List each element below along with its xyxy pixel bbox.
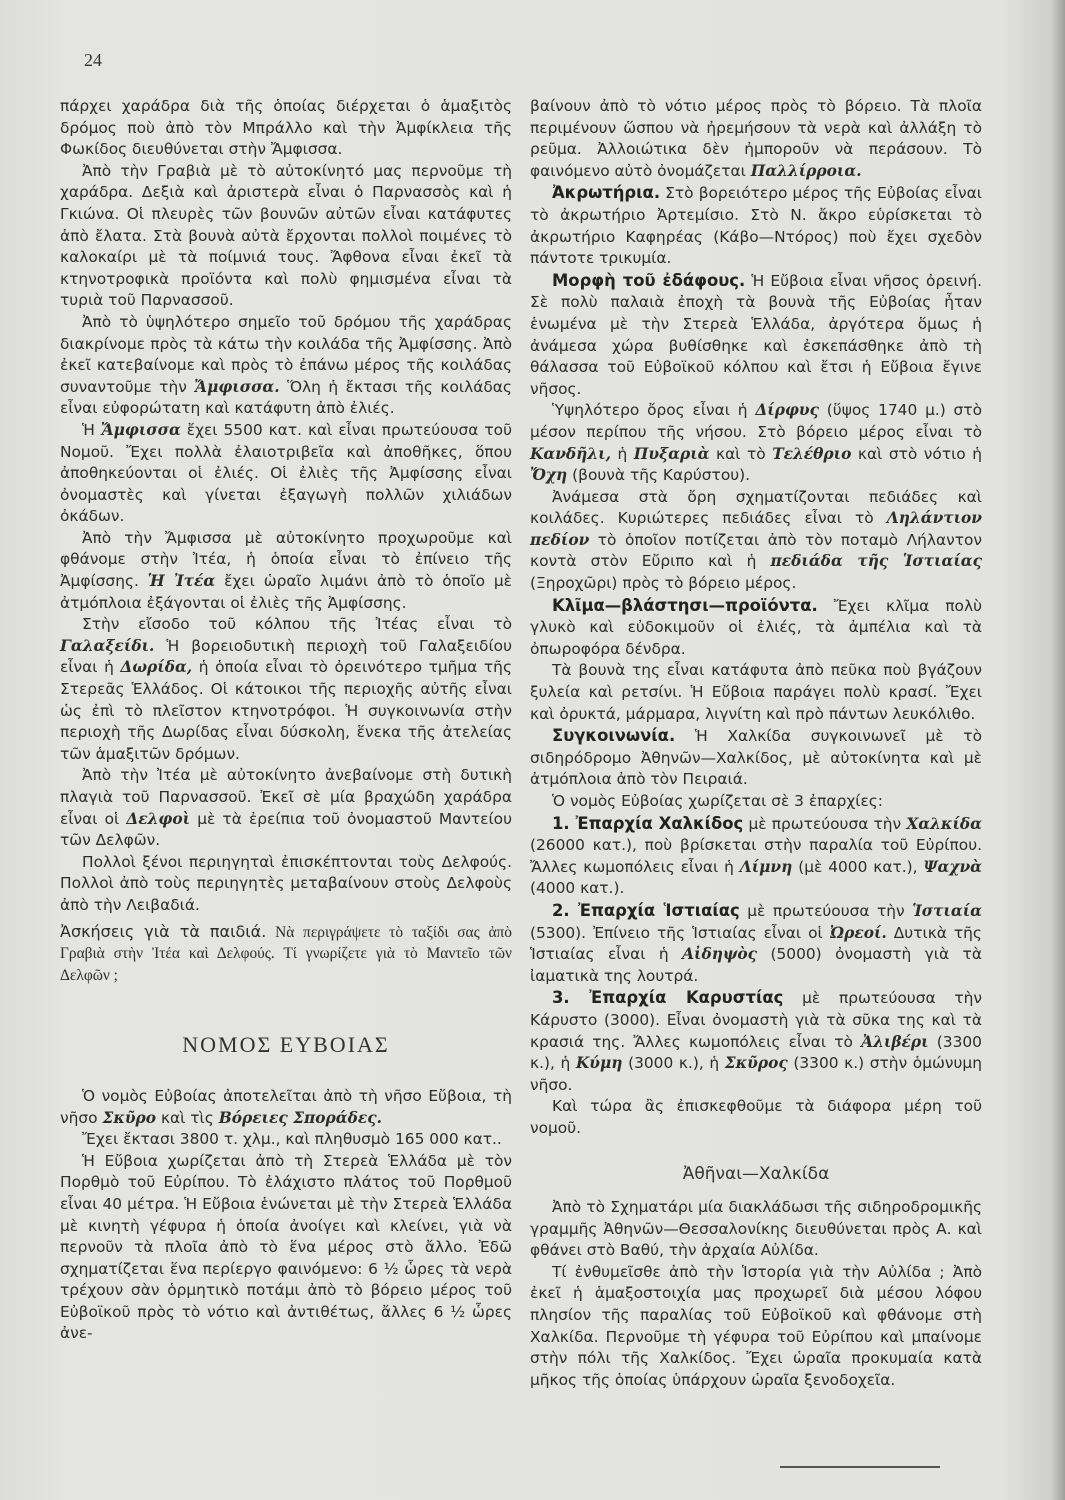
- right-column: [530, 96, 982, 1391]
- text-run: (5000) ὀνομαστὴ γιὰ τὰ ἰαματικὰ της λουτρά.: [530, 945, 982, 985]
- place-name: Ἡ Ἰτέα: [147, 572, 216, 591]
- place-name: Ληλάντιον πεδίον: [530, 509, 982, 549]
- inline-heading: Μορφὴ τοῦ ἐδάφους.: [552, 270, 746, 290]
- place-name: Αἰδηψὸς: [682, 945, 758, 964]
- place-name: Ἀλιβέρι: [861, 1032, 929, 1051]
- place-name: Κύμη: [575, 1054, 623, 1073]
- text-run: Ἀπὸ τὴν Ἰτέα μὲ αὐτοκίνητο ἀνεβαίνομε στὴ δυτικὴ πλαγιὰ τοῦ Παρνασσοῦ. Ἐκεῖ σὲ μία βραχώδη χαράδρα εἶναι οἱ: [60, 766, 512, 828]
- text-run: ἡ ὁποία εἶναι τὸ ὀρεινότερο τμῆμα τῆς Στερεᾶς Ἑλλάδος. Οἱ κάτοικοι τῆς περιοχῆς αὐτῆς εἶναι ὡς ἐπὶ τὸ πλεῖστον κτηνοτρόφοι. Ἡ συγκοινωνία στὴν περιοχὴ τῆς Δωρίδας εἶναι δύσκολη, ἕνεκα τῆς ἀτελείας τῶν ἁμαξιτῶν δρόμων.: [60, 658, 512, 763]
- place-name: Δίρφυς: [755, 401, 819, 420]
- text-run: (5300). Ἐπίνειο τῆς Ἱστιαίας εἶναι οἱ: [530, 923, 823, 942]
- text-run: Ἔχει ἔκτασι 3800 τ. χλμ., καὶ πληθυσμὸ 165 000 κατ..: [82, 1130, 502, 1149]
- text-run: Ἀνάμεσα στὰ ὄρη σχηματίζονται πεδιάδες καὶ κοιλάδες. Κυριώτερες πεδιάδες εἶναι τὸ: [530, 487, 982, 528]
- text-run: Ἀπὸ τὸ ὑψηλότερο σημεῖο τοῦ δρόμου τῆς χαράδρας διακρίνομε πρὸς τὰ κάτω τὴν κοιλάδα τῆς Ἀμφίσσης. Ἀπὸ ἐκεῖ κατεβαίνομε καὶ πρὸς τὸ ἐπάνω μέρος τῆς κοιλάδας συναντοῦμε τὴν: [60, 312, 512, 396]
- place-name: Κανδῆλι,: [530, 444, 611, 463]
- paragraph: [530, 791, 982, 813]
- place-name: Βόρειες Σποράδες.: [218, 1108, 382, 1127]
- paragraph: [60, 161, 512, 312]
- paragraph: [60, 1151, 512, 1345]
- paragraph: [60, 96, 512, 161]
- text-run: Ἡ Χαλκίδα συγκοινωνεῖ μὲ τὸ σιδηρόδρομο Ἀθηνῶν—Χαλκίδος, μὲ αὐτοκίνητα καὶ μὲ ἀτμόπλοια ἀπὸ τὸν Πειραιά.: [530, 727, 982, 789]
- paragraph: [60, 852, 512, 917]
- text-run: (μὲ 4000 κατ.),: [798, 857, 918, 876]
- text-run: Καὶ τώρα ἂς ἐπισκεφθοῦμε τὰ διάφορα μέρη τοῦ νομοῦ.: [530, 1097, 982, 1137]
- place-name: Ἄμφισσα.: [194, 377, 280, 396]
- text-run: Ἡ Εὔβοια εἶναι νῆσος ὀρεινή. Σὲ πολὺ παλαιὰ ἐποχὴ τὰ βουνὰ τῆς Εὐβοίας ἦταν ἑνωμένα μὲ τὴν Στερεὰ Ἑλλάδα, ἀργότερα ὅμως ἡ ἀνάμεσα χώρα βυθίσθηκε καὶ ἐσκεπάσθηκε ἀπὸ τὴ θάλασσα τοῦ Εὐβοϊκοῦ κόλπου καὶ ἔτσι ἡ Εὔβοια ἔγινε νῆσος.: [530, 271, 982, 398]
- text-run: Στὴν εἴσοδο τοῦ κόλπου τῆς Ἰτέας εἶναι τὸ: [82, 615, 512, 634]
- text-run: Ἡ Εὔβοια χωρίζεται ἀπὸ τὴ Στερεὰ Ἑλλάδα μὲ τὸν Πορθμὸ τοῦ Εὐρίπου. Τὸ ἐλάχιστο πλάτος τοῦ Πορθμοῦ εἶναι 40 μέτρα. Ἡ Εὔβοια ἑνώνεται μὲ τὴν Στερεὰ Ἑλλάδα μὲ κινητὴ γέφυρα ἡ ὁποία ἀνοίγει καὶ κλείνει, γιὰ νὰ περνοῦν τὰ πλοῖα ἀπὸ τὸ ἕνα μέρος στὸ ἄλλο. Ἐδῶ σχηματίζεται ἕνα περίεργο φαινόμενο: 6 ½ ὧρες τὰ νερὰ τρέχουν σὰν ὁρμητικὸ ποτάμι ἀπὸ τὸ βόρειο μέρος τοῦ Εὐβοϊκοῦ πρὸς τὸ νότιο καὶ ἀντιθέτως, ἄλλες 6 ½ ὧρες ἀνε-: [60, 1151, 512, 1343]
- place-name: πεδιάδα τῆς Ἱστιαίας: [770, 552, 982, 571]
- text-run: (ὕψος 1740 μ.) στὸ μέσον περίπου τῆς νήσου. Στὸ βόρειο μέρος εἶναι τὸ: [530, 401, 982, 441]
- text-run: Δυτικὰ τῆς Ἱστιαίας εἶναι ἡ: [530, 923, 982, 964]
- paragraph: [60, 614, 512, 765]
- text-run: Ὅλη ἡ ἔκτασι τῆς κοιλάδας εἶναι εὐφορώτατη καὶ κατάφυτη ἀπὸ ἐλιές.: [60, 377, 512, 418]
- paragraph: [60, 528, 512, 614]
- text-run: Ἡ βορειοδυτικὴ περιοχὴ τοῦ Γαλαξειδίου εἶναι ἡ: [60, 636, 512, 677]
- paragraph: [60, 312, 512, 420]
- subsection-title: Ἀθῆναι—Χαλκίδα: [682, 1163, 830, 1184]
- text-run: Ὁ νομὸς Εὐβοίας ἀποτελεῖται ἀπὸ τὴ νῆσο Εὔβοια, τὴ νῆσο: [60, 1086, 512, 1127]
- left-column: [60, 96, 512, 1345]
- section-title: ΝΟΜΟΣ ΕΥΒΟΙΑΣ: [182, 1032, 390, 1058]
- text-run: Στὸ βορειότερο μέρος τῆς Εὐβοίας εἶναι τὸ ἀκρωτήριο Ἀρτεμίσιο. Στὸ Ν. ἄκρο εὑρίσκεται τὸ ἀκρωτήριο Καφηρέας (Κάβο—Ντόρος) ποὺ ἔχει σχεδὸν πάντοτε τρικυμία.: [530, 184, 982, 268]
- place-name: Ὄχη: [530, 466, 568, 485]
- text-run: μὲ πρωτεύουσα τὴν: [747, 901, 905, 920]
- paragraph: [530, 595, 982, 661]
- paragraph: [530, 725, 982, 791]
- text-run: Ἀπὸ τὴν Ἄμφισσα μὲ αὐτοκίνητο προχωροῦμε καὶ φθάνομε στὴν Ἰτέα, ἡ ὁποία εἶναι τὸ ἐπίνειο τῆς Ἀμφίσσης.: [60, 528, 512, 591]
- paragraph: [60, 765, 512, 851]
- text-run: καὶ τὸ: [716, 444, 766, 463]
- exercise-text: Νὰ περιγράψετε τὸ ταξίδι σας ἀπὸ Γραβιὰ στὴν Ἰτέα καὶ Δελφούς. Τί γνωρίζετε γιὰ τὸ Μαντεῖο τῶν Δελφῶν ;: [60, 923, 512, 984]
- paragraph: [530, 1197, 982, 1262]
- text-run: Ὁ νομὸς Εὐβοίας χωρίζεται σὲ 3 ἐπαρχίες:: [552, 792, 883, 810]
- inline-heading: 1. Ἐπαρχία Χαλκίδος: [552, 813, 744, 833]
- place-name: Λίμνη: [739, 857, 793, 876]
- term: Παλλίρροια.: [750, 161, 862, 180]
- page-number: 24: [84, 50, 102, 70]
- paragraph: [530, 487, 982, 595]
- text-run: τὸ ὁποῖον ποτίζεται ἀπὸ τὸν ποταμὸ Λήλαντον κοντὰ στὸν Εὔριπο καὶ ἡ: [530, 530, 982, 571]
- text-run: Ἀπὸ τὸ Σχηματάρι μία διακλάδωσι τῆς σιδηροδρομικῆς γραμμῆς Ἀθηνῶν—Θεσσαλονίκης διευθύνεται πρὸς Α. καὶ φθάνει στὸ Βαθύ, τὴν ἀρχαία Αὐλίδα.: [530, 1198, 982, 1260]
- text-run: μὲ πρωτεύουσα τὴν Κάρυστο (3000). Εἶναι ὀνομαστὴ γιὰ τὰ σῦκα της καὶ τὰ κρασιά της. Ἄλλες κωμοπόλεις εἶναι τὸ: [530, 989, 982, 1051]
- inline-heading: Ἀκρωτήρια.: [552, 183, 661, 203]
- paragraph: [60, 1086, 512, 1129]
- paragraph: [60, 1129, 512, 1151]
- text-run: (3000 κ.), ἡ: [628, 1054, 720, 1073]
- paragraph: [530, 660, 982, 725]
- place-name: Χαλκίδα: [906, 814, 982, 833]
- place-name: Γαλαξείδι.: [60, 636, 155, 655]
- place-name: Ὠρεοί.: [829, 923, 887, 942]
- exercise-heading: Ἀσκήσεις γιὰ τὰ παιδιά.: [60, 921, 267, 941]
- text-run: βαίνουν ἀπὸ τὸ νότιο μέρος πρὸς τὸ βόρειο. Τὰ πλοῖα περιμένουν ὥσπου νὰ ἠρεμήσουν τὰ νερὰ καὶ ἀλλάξη τὸ ρεῦμα. Ἀλλοιώτικα δὲν ἠμποροῦν νὰ περάσουν. Τὸ φαινόμενο αὐτὸ ὀνομάζεται: [530, 97, 982, 180]
- text-run: μὲ πρωτεύουσα τὴν: [748, 814, 902, 833]
- place-name: Ἄμφισσα: [100, 420, 181, 439]
- inline-heading: 3. Ἐπαρχία Καρυστίας: [552, 988, 784, 1008]
- text-run: (Ξηροχῶρι) πρὸς τὸ βόρειο μέρος.: [530, 574, 797, 593]
- paragraph: [530, 1262, 982, 1392]
- place-name: Δωρίδα,: [120, 658, 193, 677]
- place-name: Σκῦρος: [724, 1054, 788, 1073]
- place-name: Σκῦρο: [102, 1108, 157, 1127]
- text-run: μὲ τὰ ἐρείπια τοῦ ὀνομαστοῦ Μαντείου τῶν Δελφῶν.: [60, 809, 512, 850]
- paragraph: [530, 813, 982, 900]
- paragraph: [530, 1096, 982, 1139]
- text-run: Ἡ: [82, 420, 95, 439]
- text-run: καὶ στὸ νότιο ἡ: [857, 444, 982, 463]
- text-run: ἡ: [617, 444, 628, 463]
- paragraph: [530, 270, 982, 401]
- page-edge-shadow: [1051, 0, 1065, 1500]
- inline-heading: Συγκοινωνία.: [552, 726, 676, 746]
- place-name: Δελφοὶ: [126, 809, 191, 828]
- paragraph: [530, 900, 982, 987]
- paragraph: [530, 987, 982, 1096]
- text-run: Ἔχει κλῖμα πολὺ γλυκὸ καὶ εὐδοκιμοῦν οἱ ἐλιές, τὰ ἀμπέλια καὶ τὰ ὀπωροφόρα δένδρα.: [530, 596, 982, 658]
- text-run: Ἀπὸ τὴν Γραβιὰ μὲ τὸ αὐτοκίνητό μας περνοῦμε τὴ χαράδρα. Δεξιὰ καὶ ἀριστερὰ εἶναι ὁ Παρνασσὸς καὶ ἡ Γκιώνα. Οἱ πλευρὲς τῶν βουνῶν αὐτῶν εἶναι κατάφυτες ἀπὸ ἔλατα. Στὰ βουνὰ αὐτὰ ἔρχονται πολλοὶ ποιμένες τὸ καλοκαίρι μὲ τὰ ποίμνιά τους. Ἄφθονα εἶναι ἐκεῖ τὰ κτηνοτροφικὰ προϊόντα καὶ πολὺ φημισμένα εἶναι τὰ τυριὰ τοῦ Παρνασσοῦ.: [60, 161, 512, 310]
- inline-heading: Κλῖμα—βλάστησι—προϊόντα.: [552, 595, 818, 615]
- text-run: Τὰ βουνὰ της εἶναι κατάφυτα ἀπὸ πεῦκα ποὺ βγάζουν ξυλεία καὶ ρετσίνι. Ἡ Εὔβοια παράγει πολὺ κρασί. Ἔχει καὶ ὀρυκτά, μάρμαρα, λιγνίτη καὶ πρὸ πάντων λευκόλιθο.: [530, 661, 982, 723]
- place-name: Ἱστιαία: [912, 901, 982, 920]
- end-rule: [780, 1466, 940, 1468]
- text-run: Ὑψηλότερο ὄρος εἶναι ἡ: [552, 401, 748, 420]
- text-run: ἔχει ὡραῖο λιμάνι ἀπὸ τὸ ὁποῖο μὲ ἀτμόπλοια ἐξάγονται οἱ ἐλιὲς τῆς Ἀμφίσσης.: [60, 572, 512, 612]
- inline-heading: 2. Ἐπαρχία Ἱστιαίας: [552, 900, 740, 920]
- place-name: Πυξαριὰ: [633, 444, 710, 463]
- exercise-block: [60, 921, 512, 987]
- text-run: (4000 κατ.).: [530, 879, 625, 898]
- paragraph: [530, 182, 982, 269]
- paragraph: [530, 400, 982, 486]
- text-run: ἔχει 5500 κατ. καὶ εἶναι πρωτεύουσα τοῦ Νομοῦ. Ἔχει πολλὰ ἐλαιοτριβεῖα καὶ ἀποθῆκες, ὅπου ἀποθηκεύονται οἱ ἐλιές. Οἱ ἐλιὲς τῆς Ἀμφίσσης εἶναι ὀνομαστὲς καὶ γίνεται ἐξαγωγὴ πολλῶν χιλιάδων ὀκάδων.: [60, 420, 512, 526]
- place-name: Ψαχνὰ: [923, 857, 982, 876]
- place-name: Τελέθριο: [772, 444, 852, 463]
- text-run: (26000 κατ.), ποὺ βρίσκεται στὴν παραλία τοῦ Εὐρίπου. Ἄλλες κωμοπόλεις εἶναι ἡ: [530, 836, 982, 876]
- text-run: (3300 κ.), ἡ: [530, 1032, 982, 1073]
- paragraph: [530, 96, 982, 182]
- text-run: (βουνὰ τῆς Καρύστου).: [572, 466, 751, 485]
- text-run: (3300 κ.) στὴν ὁμώνυμη νῆσο.: [530, 1054, 982, 1094]
- paragraph: [60, 420, 512, 528]
- text-run: καὶ τὶς: [160, 1108, 214, 1127]
- text-run: Πολλοὶ ξένοι περιηγηταὶ ἐπισκέπτονται τοὺς Δελφούς. Πολλοὶ ἀπὸ τοὺς περιηγητὲς μεταβαίνουν στοὺς Δελφοὺς ἀπὸ τὴν Λειβαδιά.: [60, 852, 512, 914]
- text-run: πάρχει χαράδρα διὰ τῆς ὁποίας διέρχεται ὁ ἁμαξιτὸς δρόμος ποὺ ἀπὸ τὸν Μπράλλο καὶ τὴν Ἀμφίκλεια τῆς Φωκίδος διευθύνεται στὴν Ἄμφισσα.: [60, 97, 512, 159]
- text-run: Τί ἐνθυμεῖσθε ἀπὸ τὴν Ἱστορία γιὰ τὴν Αὐλίδα ; Ἀπὸ ἐκεῖ ἡ ἁμαξοστοιχία μας προχωρεῖ διὰ μέσου λόφου πλησίον τῆς παραλίας τοῦ Εὐβοϊκοῦ καὶ φθάνομε στὴ Χαλκίδα. Περνοῦμε τὴ γέφυρα τοῦ Εὐρίπου καὶ μπαίνομε στὴν πόλι τῆς Χαλκίδος. Ἔχει ὡραῖα προκυμαία κατὰ μῆκος τῆς ὁποίας ὑπάρχουν ὡραῖα ξενοδοχεῖα.: [530, 1262, 982, 1389]
